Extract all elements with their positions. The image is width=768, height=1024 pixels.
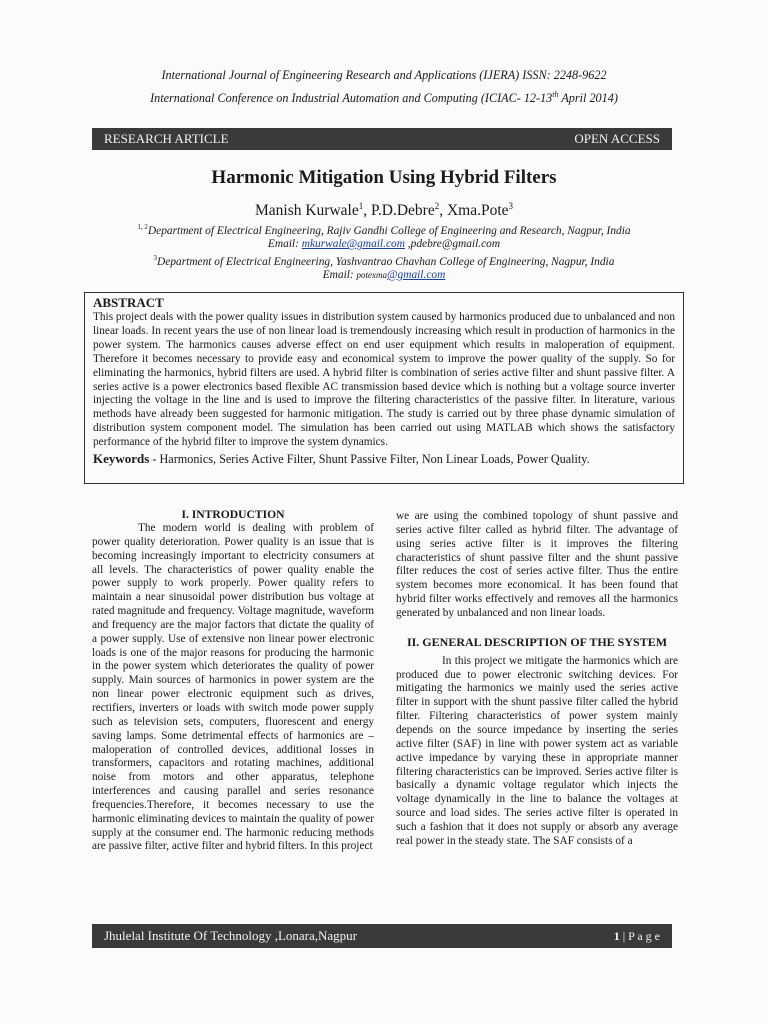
author-list bbox=[0, 201, 768, 220]
author-2-sup: 2 bbox=[434, 201, 440, 211]
email-rest-1: ,pdebre@gmail.com bbox=[404, 238, 501, 251]
journal-header bbox=[0, 66, 768, 108]
keywords-text: - Harmonics, Series Active Filter, Shunt Passive Filter, Non Linear Loads, Power Quality. bbox=[149, 452, 590, 467]
affiliations bbox=[0, 221, 768, 282]
email-line-1 bbox=[0, 238, 768, 251]
author-1-sup: 1 bbox=[358, 201, 364, 211]
conference-pre: International Conference on Industrial Automation and Computing (ICIAC- 12-13 bbox=[150, 91, 553, 106]
conference-sup: th bbox=[552, 90, 559, 99]
page-number: 1 bbox=[613, 928, 620, 943]
keywords-label: Keywords bbox=[93, 451, 150, 467]
affiliation-2-text: Department of Electrical Engineering, Yashvantrao Chavhan College of Engineering, Nagpur, India bbox=[157, 255, 615, 268]
author-3: , Xma.Pote bbox=[439, 202, 509, 220]
right-column bbox=[396, 510, 678, 849]
affiliation-2 bbox=[0, 252, 768, 269]
journal-line: International Journal of Engineering Research and Applications (IJERA) ISSN: 2248-9622 bbox=[161, 68, 607, 82]
conference-post: April 2014) bbox=[558, 91, 618, 106]
abstract-box bbox=[84, 292, 684, 484]
section-1-text: The modern world is dealing with problem of power quality deterioration. Power quality is an issue that is becoming increasingly important to electricity consumers at all levels. The characteristics of power quality enable the power supply to work properly. Power quality refers to maintain a near sinusoidal power distribution bus voltage at rated magnitude and frequency. Voltage magnitude, waveform and frequency are the major factors that dictate the quality of a power supply. Use of extensive non linear power electronic loads is one of the major reasons for producing the harmonic in the power system which deteriorates the quality of power supply. Main sources of harmonics in power system are the non linear power electronic equipment such as drives, rectifiers, inverters or loads with switch mode power supply such as television sets, computers, fluorescent and energy saving lamps. Some detrimental effects of harmonics are – maloperation of controlled devices, additional losses in transformers, capacitors and rotating machines, additional noise from motors and other apparatus, telephone interferences and causing parallel and series resonance frequencies.Therefore, it becomes necessary to use the harmonic eliminating devices to maintain the quality of power supply at the consumer end. The harmonic reducing methods are passive filter, active filter and hybrid filters. In this project bbox=[92, 522, 374, 853]
affiliation-1 bbox=[0, 221, 768, 238]
section-1-heading: I. INTRODUCTION bbox=[181, 508, 285, 521]
page-indicator bbox=[614, 929, 660, 944]
article-type-bar bbox=[92, 128, 672, 150]
email-label-1: Email: bbox=[267, 238, 302, 251]
footer-institute: Jhulelal Institute Of Technology ,Lonara,Nagpur bbox=[104, 928, 358, 943]
email-link-2[interactable]: @gmail.com bbox=[387, 268, 446, 281]
open-access-label: OPEN ACCESS bbox=[574, 131, 660, 146]
author-2: , P.D.Debre bbox=[363, 202, 435, 220]
email-line-2 bbox=[0, 269, 768, 282]
section-2-text: In this project we mitigate the harmonics which are produced due to power electronic switching devices. For mitigating the harmonics we mainly used the series active filter in support with the shunt passive filter called the hybrid filter. Filtering characteristics of power system mainly depends on the source impedance by inserting the series active filter (SAF) in line with power system act as variable active impedance by varying these in appropriate manner filtering characteristics can be improved. Series active filter is basically a dynamic voltage regulator which injects the voltage dynamically in the line to balance the voltages at source and load sides. The series active filter is operated in such a fashion that it does not supply or absorb any average real power in the steady state. The SAF consists of a bbox=[396, 654, 678, 847]
research-article-label: RESEARCH ARTICLE bbox=[104, 131, 229, 146]
keywords bbox=[93, 451, 675, 467]
footer-bar bbox=[92, 924, 672, 948]
paper-title: Harmonic Mitigation Using Hybrid Filters bbox=[211, 167, 557, 188]
section-2-heading: II. GENERAL DESCRIPTION OF THE SYSTEM bbox=[406, 634, 668, 649]
section-1-continued: we are using the combined topology of shunt passive and series active filter called as hybrid filter. The advantage of using series active filter is it improves the filtering characteristics of shunt passive filter and the shunt passive filter reduces the cost of series active filter. Thus the entire system becomes more economical. It has been found that hybrid filter works effectively and removes all the harmonics generated by unbalanced and non linear loads. bbox=[396, 510, 678, 619]
abstract-text: This project deals with the power quality issues in distribution system caused by harmonics produced due to unbalanced and non linear loads. In recent years the use of non linear load is tremendously increasing which result in production of harmonics in the power system. The harmonics causes adverse effect on end user equipment which results in maloperation of equipment. Therefore it becomes necessary to provide easy and economical system to improve the power quality of the supply. So for eliminating the harmonics, hybrid filters are used. A hybrid filter is combination of series active filter and shunt passive filter. A series active is a power electronics based flexible AC transmission based device which is nothing but a voltage source inverter injecting the voltage in the line and is used to improve the filtering characteristics of the passive filter. In literature, various methods have already been suggested for harmonic mitigation. The study is carried out by three phase dynamic simulation of distribution system component model. The simulation has been carried out using MATLAB which shows the satisfactory performance of the hybrid filter to improve the system dynamics. bbox=[93, 311, 675, 449]
page-label: | P a g e bbox=[619, 928, 660, 943]
abstract-heading: ABSTRACT bbox=[93, 295, 164, 310]
conference-line bbox=[0, 85, 768, 108]
email-label-2: Email: bbox=[322, 268, 357, 281]
affiliation-2-sup: 3 bbox=[153, 253, 158, 262]
author-1: Manish Kurwale bbox=[254, 202, 359, 220]
affiliation-1-text: Department of Electrical Engineering, Rajiv Gandhi College of Engineering and Research, Nagpur, India bbox=[147, 224, 631, 237]
affiliation-1-sup: 1, 2 bbox=[137, 223, 148, 231]
email-user-2: potexma bbox=[356, 269, 388, 280]
author-3-sup: 3 bbox=[508, 201, 514, 211]
left-column bbox=[92, 508, 374, 854]
email-link-1[interactable]: mkurwale@gmail.com bbox=[301, 238, 405, 251]
